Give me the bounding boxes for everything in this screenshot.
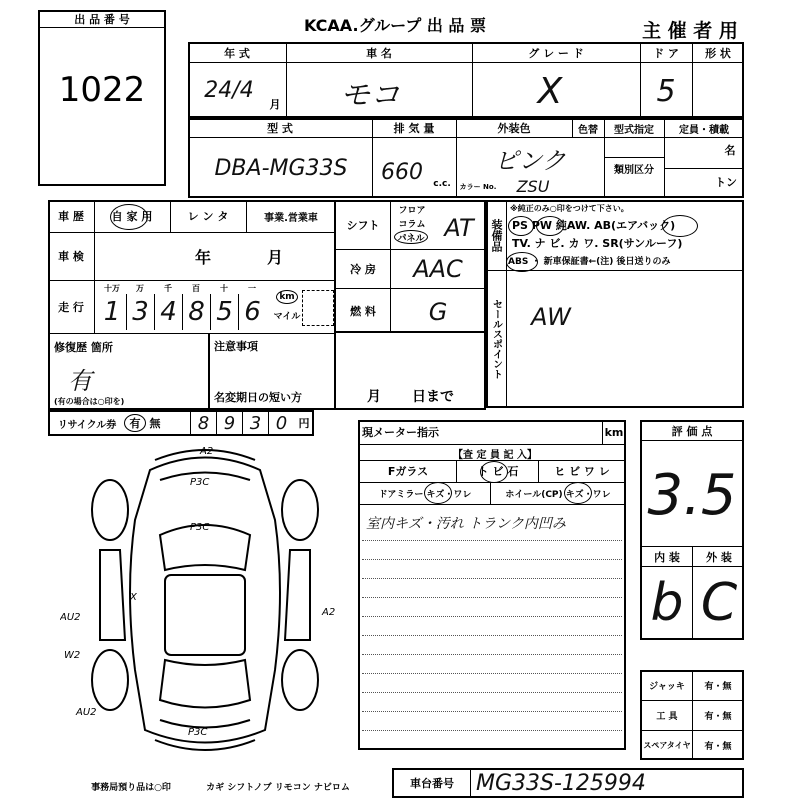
meter-unit: km: [604, 425, 624, 439]
year-label: 年 式: [224, 46, 250, 60]
equipment-label: 装備品: [490, 218, 503, 252]
mile-label: マイル: [273, 311, 301, 322]
ton-unit: トン: [715, 176, 737, 189]
mirror-label[interactable]: ドアミラー キズ・ワレ: [378, 489, 472, 500]
glass-crack[interactable]: ヒ ビ ワ レ: [554, 465, 610, 478]
jack-label: ジャッキ: [649, 681, 685, 692]
abs-circle: [506, 252, 538, 272]
car-name-value: モコ: [340, 78, 400, 113]
history-private-circle: [110, 204, 148, 230]
airbag-circle: [662, 215, 698, 237]
ps-circle: [508, 216, 534, 236]
repair-label: 修復歴 箇所: [54, 341, 113, 354]
sales-point-label: セールスポイント: [490, 299, 502, 379]
equipment-line1: PS PW 純AW. AB(エアバック): [512, 219, 676, 232]
mileage-label: 走 行: [58, 301, 84, 314]
score-label: 評 価 点: [671, 425, 713, 438]
mileage-digit-label: 一: [248, 283, 256, 293]
name-label: 車 名: [366, 46, 392, 60]
mileage-digit-label: 十万: [104, 283, 120, 293]
remark-line: [362, 711, 622, 712]
remark-line: [362, 730, 622, 731]
recycle-digit: 9: [216, 410, 242, 436]
notes-label: 注意事項: [214, 340, 258, 353]
mark-front: A2: [200, 446, 214, 457]
mileage-digit: 8: [182, 294, 210, 330]
color-value: ピンク: [494, 146, 566, 175]
shift-floor[interactable]: フロア: [398, 205, 426, 216]
exterior-value: C: [700, 573, 738, 633]
persons-unit: 名: [724, 144, 736, 157]
recycle-has[interactable]: 有: [124, 414, 146, 432]
inspection-label: 車 検: [58, 250, 84, 263]
repair-value: 有: [68, 366, 92, 395]
fuel-value: G: [428, 298, 448, 326]
shift-panel[interactable]: パネル: [394, 230, 428, 244]
door-label: ド ア: [653, 46, 679, 60]
mileage-digit: 4: [154, 294, 182, 330]
recycle-digit: 3: [242, 410, 268, 436]
recycle-digit: 8: [190, 410, 216, 436]
category-label: 類別区分: [614, 164, 654, 176]
model-spec-label: 型式指定: [614, 124, 654, 136]
remark-line: [362, 692, 622, 693]
spare-label: スペアタイヤ: [643, 740, 691, 750]
mark-rear: P3C: [188, 727, 208, 738]
model-value: DBA-MG33S: [214, 155, 348, 181]
yen-unit: 円: [298, 417, 310, 430]
inspection-month-unit: 月: [266, 247, 283, 267]
color-no-label: カラー No.: [459, 183, 497, 191]
interior-value: b: [650, 573, 684, 633]
mark-hood: P3C: [190, 522, 210, 533]
mile-checkbox[interactable]: [302, 290, 334, 326]
interior-label: 内 装: [654, 551, 680, 564]
equipment-line3: ABS ・ 新車保証書←(注) 後日送りのみ: [508, 256, 671, 267]
lot-number-label: 出 品 番 号: [40, 10, 164, 28]
fuel-label: 燃 料: [350, 305, 376, 318]
pw-circle: [536, 216, 564, 236]
door-value: 5: [656, 73, 676, 109]
recycle-label: リサイクル券: [57, 419, 117, 431]
color-change-label: 色替: [578, 124, 598, 136]
history-label: 車 歴: [58, 210, 84, 223]
model-label: 型 式: [267, 122, 293, 135]
mirror-circle: [424, 482, 452, 504]
tool-yesno[interactable]: 有・無: [704, 711, 732, 722]
history-business[interactable]: 事業.営業車: [264, 212, 318, 224]
inspector-title: 【査 定 員 記 入】: [453, 449, 537, 461]
copy-label: 主 催 者 用: [642, 19, 738, 42]
history-private[interactable]: 自 家 用: [111, 210, 153, 223]
chassis-label: 車台番号: [410, 777, 454, 790]
remark-line: [362, 559, 622, 560]
mark-hood-front: P3C: [190, 477, 210, 488]
glass-chip[interactable]: ト ビ 石: [477, 465, 519, 478]
remark-line: [362, 578, 622, 579]
displacement-label: 排 気 量: [393, 122, 435, 135]
history-rental[interactable]: レ ン タ: [187, 210, 229, 223]
capacity-label: 定員・積載: [679, 124, 729, 136]
meter-label: 現メーター指示: [362, 426, 439, 439]
remark-line: [362, 635, 622, 636]
wheel-circle: [564, 482, 592, 504]
mileage-digit-label: 十: [220, 283, 228, 293]
year-value: 24/4: [204, 77, 254, 103]
color-no-value: ZSU: [516, 176, 550, 196]
inspection-year-unit: 年: [194, 247, 211, 267]
color-label: 外装色: [497, 122, 531, 135]
tool-label: 工 具: [656, 711, 678, 722]
repair-note: (有の場合は○印を): [54, 396, 125, 406]
grade-label: グ レ ー ド: [528, 46, 584, 60]
mileage-digit-label: 百: [192, 283, 200, 293]
ac-value: AAC: [413, 255, 463, 283]
name-change-day: 日まで: [412, 389, 454, 405]
mark-right: A2: [322, 607, 336, 618]
score-value: 3.5: [647, 462, 737, 528]
recycle-digit: 0: [268, 410, 294, 436]
shift-column[interactable]: コラム: [398, 219, 426, 230]
equipment-note: ※純正のみ○印をつけて下さい。: [510, 203, 629, 213]
glass-chip-circle: [480, 461, 508, 483]
mileage-digit-label: 万: [136, 283, 144, 293]
office-note: 事務局預り品は○印: [91, 782, 171, 793]
name-change-month: 月: [367, 389, 381, 405]
year-month-unit: 月: [269, 98, 281, 111]
office-items: カギ シフトノブ リモコン ナビロム: [206, 782, 350, 793]
exterior-label: 外 装: [706, 551, 732, 564]
name-change-label: 名変期日の短い方: [214, 391, 302, 404]
remark-line: [362, 597, 622, 598]
remark-line: [362, 673, 622, 674]
mark-door: X: [130, 592, 137, 603]
chassis-value: MG33S-125994: [476, 770, 646, 796]
mileage-digit: 3: [126, 294, 154, 330]
mark-left-wheel: W2: [64, 650, 81, 661]
ac-label: 冷 房: [350, 263, 376, 276]
cc-unit: c.c.: [433, 179, 451, 189]
jack-yesno[interactable]: 有・無: [704, 681, 732, 692]
mileage-digit: 6: [238, 294, 266, 330]
mileage-digit: 5: [210, 294, 238, 330]
car-damage-diagram: [60, 440, 350, 770]
glass-label: Fガラス: [387, 465, 429, 478]
spare-yesno[interactable]: 有・無: [704, 741, 732, 752]
sales-point-value: AW: [531, 303, 571, 331]
shift-value: AT: [444, 214, 474, 242]
wheel-label[interactable]: ホイール(CP) キズ・ワレ: [505, 489, 611, 500]
form-title: KCAA.グループ 出 品 票: [304, 15, 486, 35]
remark-line: [362, 540, 622, 541]
shape-label: 形 状: [705, 46, 731, 60]
remark-line: [362, 654, 622, 655]
km-label: km: [276, 290, 298, 304]
equipment-line2: TV. ナ ビ. カ ワ. SR(サンルーフ): [512, 237, 683, 250]
displacement-value: 660: [381, 159, 423, 185]
recycle-none[interactable]: 無: [149, 417, 161, 430]
mileage-digit: 1: [103, 297, 121, 327]
grade-value: X: [537, 70, 563, 112]
lot-number-value: 1022: [58, 70, 146, 110]
mark-rear-left: AU2: [76, 707, 97, 718]
mark-left: AU2: [60, 612, 81, 623]
shift-label: シフト: [346, 219, 380, 232]
mileage-digit-label: 千: [164, 283, 172, 293]
remark-line: [362, 616, 622, 617]
inspector-remark: 室内キズ・汚れ トランク内凹み: [366, 516, 566, 532]
